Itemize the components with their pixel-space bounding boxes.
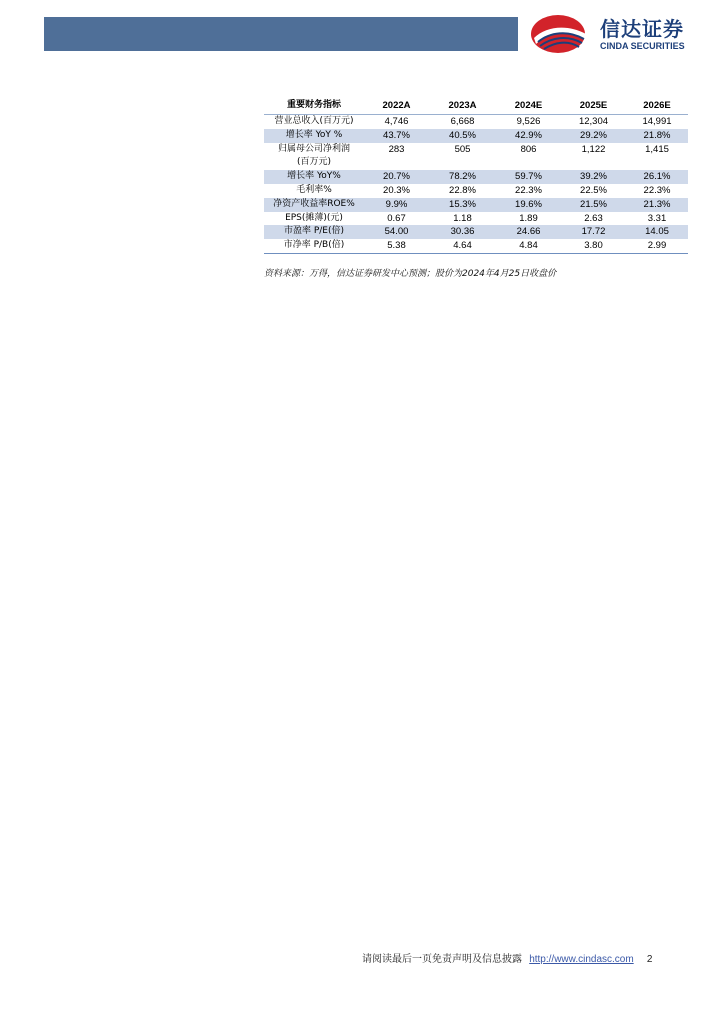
table-row (264, 129, 688, 143)
table-cell: 17.72 (561, 225, 626, 239)
table-cell: 1,122 (581, 143, 606, 155)
row-label: 市净率 P/B(倍) (264, 239, 364, 253)
table-row (264, 212, 688, 226)
row-label: 营业总收入(百万元) (264, 115, 364, 129)
table-cell: 505 (454, 143, 471, 155)
header-cell-2026e: 2026E (643, 100, 671, 112)
table-cell: 1.18 (453, 212, 472, 224)
row-label: 净资产收益率ROE% (264, 198, 364, 212)
table-row (264, 184, 688, 198)
table-cell: 21.3% (626, 198, 688, 212)
table-cell: 43.7% (364, 129, 429, 143)
table-cell: 3.80 (561, 239, 626, 253)
table-cell: 22.3% (643, 184, 671, 196)
table-cell: 30.36 (429, 225, 496, 239)
table-cell: 21.8% (626, 129, 688, 143)
table-cell: 3.31 (647, 212, 667, 224)
row-label-line-1: 归属母公司净利润 (277, 143, 350, 154)
table-cell: 22.5% (580, 184, 607, 196)
table-cell: 19.6% (496, 198, 561, 212)
table-cell: 22.8% (449, 184, 476, 196)
table-cell: 2.63 (584, 212, 603, 224)
table-cell: 22.3% (515, 184, 542, 196)
table-row (264, 239, 688, 253)
footer-disclaimer: 请阅读最后一页免责声明及信息披露 (362, 954, 522, 965)
row-label-line-2: (百万元) (296, 157, 332, 168)
financial-indicators-table (264, 98, 688, 254)
table-row (264, 170, 688, 184)
table-cell: 2.99 (626, 239, 688, 253)
table-cell: 4,746 (364, 115, 429, 129)
table-cell: 26.1% (626, 170, 688, 184)
table-cell: 14,991 (626, 115, 688, 129)
table-cell: 14.05 (626, 225, 688, 239)
page-footer (362, 950, 652, 965)
table-header-row (264, 98, 688, 115)
row-label: 增长率 YoY% (264, 170, 364, 184)
table-cell: 1,415 (645, 143, 669, 155)
table-cell: 12,304 (561, 115, 626, 129)
logo-chinese-name: 信达证券 (600, 17, 684, 41)
header-cell-2025e: 2025E (579, 100, 608, 112)
row-label: 市盈率 P/E(倍) (264, 225, 364, 239)
header-bar (44, 17, 518, 51)
logo-english-name: CINDA SECURITIES (600, 41, 685, 51)
table-cell: 15.3% (429, 198, 496, 212)
table-cell: 39.2% (561, 170, 626, 184)
header-cell-2024e: 2024E (514, 100, 543, 112)
source-note: 资料来源：万得，信达证券研发中心预测；股价为2024年4月25日收盘价 (264, 269, 557, 279)
header-cell-2022a: 2022A (382, 100, 411, 112)
table-cell: 9,526 (496, 115, 561, 129)
table-cell: 54.00 (364, 225, 429, 239)
table-cell: 6,668 (429, 115, 496, 129)
table-cell: 24.66 (496, 225, 561, 239)
table-row (264, 225, 688, 239)
table-cell: 5.38 (364, 239, 429, 253)
table-cell: 20.7% (364, 170, 429, 184)
table-cell: 40.5% (429, 129, 496, 143)
cinda-logo-icon (528, 12, 590, 56)
page-number: 2 (646, 954, 653, 965)
table-cell: 1.89 (519, 212, 538, 224)
row-label: EPS(摊薄)(元) (285, 212, 343, 223)
table-row (264, 115, 688, 129)
table-cell: 0.67 (387, 212, 406, 224)
table-cell: 4.84 (496, 239, 561, 253)
table-cell: 42.9% (496, 129, 561, 143)
table-cell: 20.3% (383, 184, 410, 196)
table-cell: 9.9% (364, 198, 429, 212)
table-cell: 78.2% (429, 170, 496, 184)
table-cell: 283 (388, 143, 405, 155)
table-cell: 21.5% (561, 198, 626, 212)
company-logo (528, 12, 708, 56)
table-row (264, 198, 688, 212)
row-label: 毛利率% (296, 184, 332, 195)
row-label: 增长率 YoY % (264, 129, 364, 143)
header-cell-indicator: 重要财务指标 (286, 100, 341, 111)
row-label (264, 143, 364, 171)
table-cell: 29.2% (561, 129, 626, 143)
table-cell: 59.7% (496, 170, 561, 184)
footer-website-link[interactable]: http://www.cindasc.com (529, 954, 634, 965)
table-cell: 4.64 (429, 239, 496, 253)
table-cell: 806 (520, 143, 537, 155)
table-row (264, 143, 688, 171)
header-cell-2023a: 2023A (448, 100, 477, 112)
